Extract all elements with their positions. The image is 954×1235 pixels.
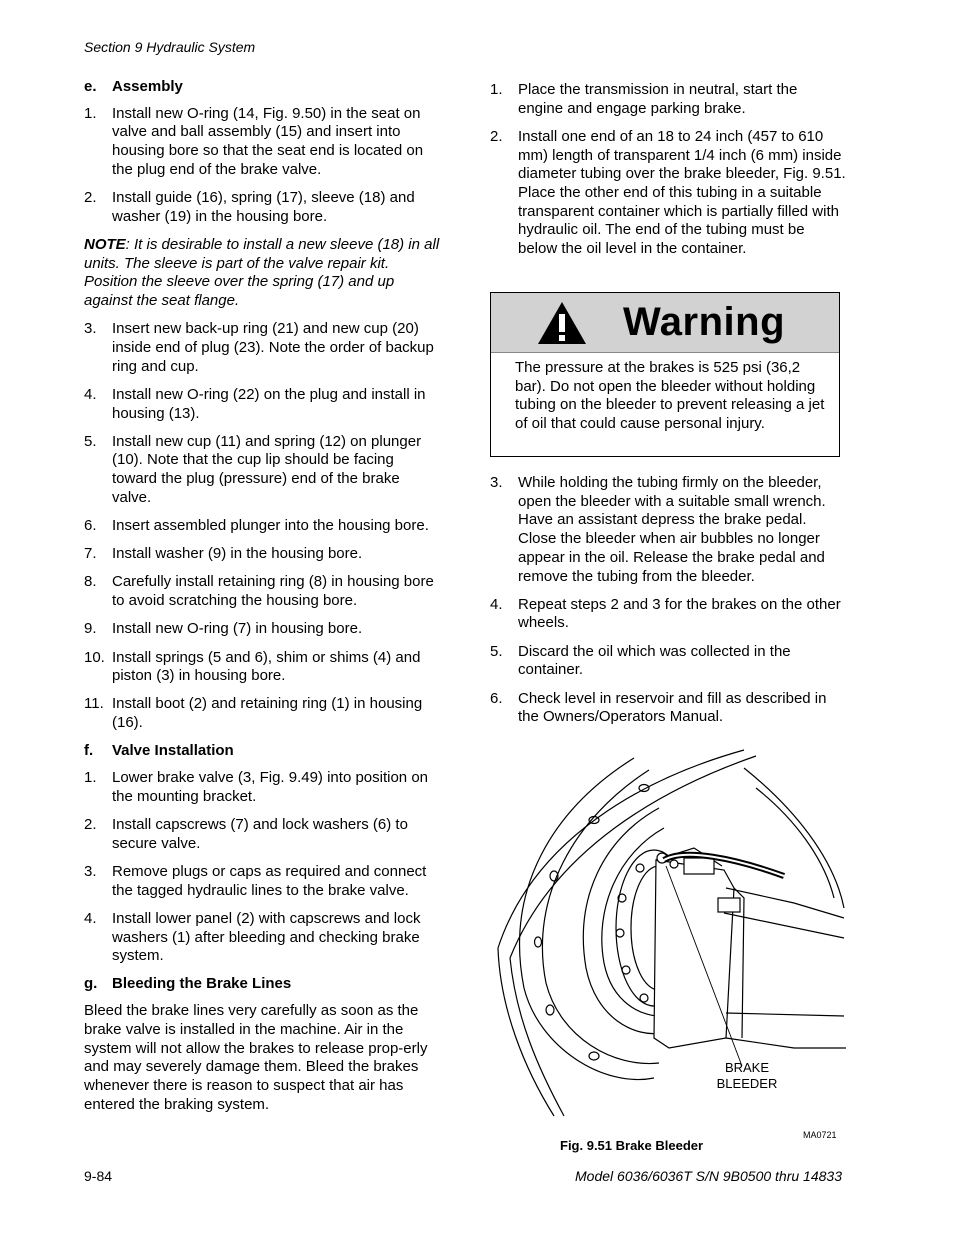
step-number: 4. (84, 909, 97, 927)
model-info: Model 6036/6036T S/N 9B0500 thru 14833 (575, 1168, 842, 1184)
step-number: 4. (84, 385, 97, 403)
assembly-heading-title: Assembly (112, 78, 183, 95)
step-number: 1. (84, 104, 97, 122)
step-text: Insert assembled plunger into the housing bore. (112, 517, 429, 535)
step-text: Install springs (5 and 6), shim or shims (4) and piston (3) in housing bore. (112, 648, 421, 685)
step-text: Install washer (9) in the housing bore. (112, 545, 363, 563)
list-item (84, 910, 440, 966)
list-item (84, 649, 440, 686)
warning-body: The pressure at the brakes is 525 psi (36,2 bar). Do not open the bleeder without holding tubing on the bleeder to prevent releasing a jet of oil that could cause personal injury. (515, 359, 825, 433)
warning-box (490, 292, 840, 457)
valve-installation-title: Valve Installation (112, 742, 234, 760)
section-header: Section 9 Hydraulic System (84, 39, 256, 55)
step-text: Discard the oil which was collected in the container. (518, 642, 791, 679)
bleeding-heading-label: g. (84, 975, 98, 993)
step-text: Install boot (2) and retaining ring (1) in housing (16). (112, 695, 423, 732)
list-item (84, 320, 440, 376)
step-text: Place the transmission in neutral, start the engine and engage parking brake. (518, 81, 798, 117)
step-number: 9. (84, 620, 97, 638)
step-number: 3. (490, 474, 503, 491)
list-item (84, 863, 440, 900)
step-number: 6. (84, 517, 97, 535)
step-number: 1. (84, 769, 97, 787)
step-text: Install lower panel (2) with capscrews and lock washers (1) after bleeding and checking brake system. (112, 909, 421, 965)
bleeding-steps-a (490, 81, 846, 259)
list-item (490, 643, 846, 680)
assembly-heading-label: e. (84, 78, 97, 95)
step-text: Install new O-ring (22) on the plug and install in housing (13). (112, 385, 426, 422)
warning-title: Warning (623, 300, 785, 344)
list-item (84, 386, 440, 423)
bleeding-heading-title: Bleeding the Brake Lines (112, 975, 292, 993)
figure-code: MA0721 (803, 1130, 837, 1140)
note-text: : It is desirable to install a new sleeve (18) in all units. The sleeve is part of the valve repair kit. Position the sleeve over the spring (17) and up against the seat flange. (84, 235, 440, 310)
list-item (490, 128, 846, 259)
list-item (84, 816, 440, 853)
right-column-bottom (490, 474, 846, 736)
valve-installation-heading (84, 742, 440, 761)
step-text: Install new cup (11) and spring (12) on plunger (10). Note that the cup lip should be facing toward the plug (pressure) end of the brake valve. (112, 432, 422, 506)
figure-caption: Fig. 9.51 Brake Bleeder (560, 1138, 704, 1153)
valve-installation-steps (84, 769, 440, 966)
assembly-steps-a (84, 105, 440, 227)
bleeding-steps-b (490, 474, 846, 727)
step-text: Carefully install retaining ring (8) in housing bore to avoid scratching the housing bore. (112, 573, 434, 610)
step-number: 10. (84, 648, 105, 666)
step-number: 5. (490, 642, 503, 660)
assembly-heading (84, 78, 440, 97)
step-number: 5. (84, 432, 97, 450)
step-text: Check level in reservoir and fill as described in the Owners/Operators Manual. (518, 689, 827, 726)
list-item (490, 596, 846, 633)
step-text: Install guide (16), spring (17), sleeve (18) and washer (19) in the housing bore. (112, 189, 415, 225)
list-item (84, 433, 440, 508)
list-item (84, 695, 440, 732)
step-text: Remove plugs or caps as required and connect the tagged hydraulic lines to the brake valve. (112, 862, 427, 899)
step-text: Install capscrews (7) and lock washers (6) to secure valve. (112, 816, 408, 852)
warning-header (491, 293, 839, 353)
list-item (84, 620, 440, 639)
step-number: 3. (84, 862, 97, 880)
step-number: 4. (490, 595, 503, 613)
bleeding-intro: Bleed the brake lines very carefully as soon as the brake valve is installed in the machine. Air in the system will not allow the brakes to release prop-erly and may severely damage them. Bleed the brakes whenever there is reason to suspect that air has entered the braking system. (84, 1002, 428, 1113)
list-item (490, 474, 846, 586)
step-number: 2. (84, 189, 97, 207)
list-item (84, 573, 440, 610)
assembly-steps-b (84, 320, 440, 733)
step-number: 8. (84, 573, 97, 591)
list-item (84, 105, 440, 180)
callout-line-1: BRAKE (724, 1060, 770, 1075)
valve-installation-label: f. (84, 742, 94, 760)
list-item (84, 517, 440, 536)
step-number: 2. (84, 816, 97, 833)
list-item (84, 189, 440, 226)
step-text: Lower brake valve (3, Fig. 9.49) into position on the mounting bracket. (112, 769, 429, 805)
note-label: NOTE (84, 235, 126, 253)
list-item (84, 769, 440, 806)
step-number: 1. (490, 81, 503, 98)
assembly-note (84, 236, 440, 311)
step-number: 6. (490, 689, 503, 707)
step-number: 7. (84, 545, 97, 563)
step-text: Install new O-ring (14, Fig. 9.50) in the seat on valve and ball assembly (15) and insert into housing bore so that the seat end is located on the plug end of the brake valve. (112, 104, 424, 178)
exclamation-triangle-icon (537, 301, 587, 345)
page-number: 9-84 (84, 1168, 113, 1184)
left-column (84, 78, 440, 1114)
brake-bleeder-illustration (494, 748, 846, 1120)
list-item (490, 81, 846, 118)
step-number: 11. (84, 695, 104, 713)
step-text: While holding the tubing firmly on the bleeder, open the bleeder with a suitable small wrench. Have an assistant depress the brake pedal. Close the bleeder when air bubbles no longer appear in the oil. Release the brake pedal and remove the tubing from the bleeder. (518, 474, 826, 585)
callout-line-2: BLEEDER (716, 1076, 778, 1091)
right-column-top (490, 81, 846, 268)
brake-bleeder-callout (708, 1060, 786, 1092)
bleeding-heading (84, 975, 440, 994)
step-text: Install new O-ring (7) in housing bore. (112, 620, 363, 638)
step-text: Install one end of an 18 to 24 inch (457 to 610 mm) length of transparent 1/4 inch (6 mm) inside diameter tubing over the brake bleeder, Fig. 9.51. Place the other end of this tubing in a suitable transparent container which is partially filled with hydraulic oil. The end of the tubing must be below the oil level in the container. (518, 127, 846, 258)
step-text: Insert new back-up ring (21) and new cup (20) inside end of plug (23). Note the order of backup ring and cup. (112, 320, 434, 375)
list-item (84, 545, 440, 564)
list-item (490, 690, 846, 727)
step-text: Repeat steps 2 and 3 for the brakes on the other wheels. (518, 595, 841, 632)
step-number: 3. (84, 320, 97, 338)
step-number: 2. (490, 127, 503, 145)
